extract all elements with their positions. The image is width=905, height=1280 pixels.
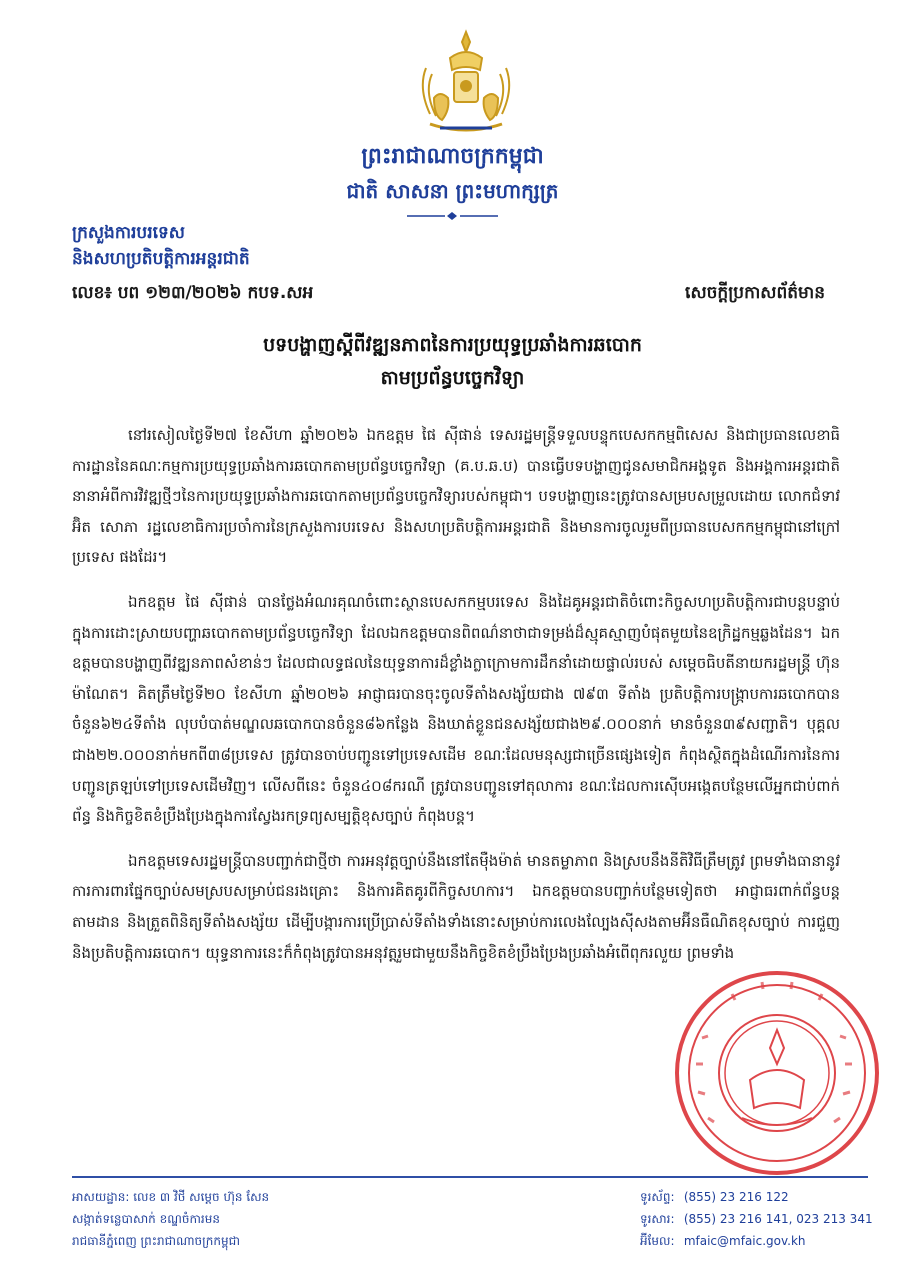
address-label: អាសយដ្ឋាន: bbox=[72, 1190, 130, 1204]
document-title-line2: តាមប្រព័ន្ធបច្ចេកវិទ្យា bbox=[380, 367, 525, 389]
body-paragraph-2: ឯកឧត្តម ផៃ ស៊ីផាន់ បានថ្លែងអំណរគុណចំពោះស្ថានបេសកកម្មបរទេស និងដៃគូអន្តរជាតិចំពោះកិច្ចសហប្រតិបត្តិការជាបន្តបន្ទាប់ ក្នុងការដោះស្រាយបញ្ហាឆបោកតាមប្រព័ន្ធបច្ចេកវិទ្យា ដែលឯកឧត្តមបានពិពណ៌នាថាជាទម្រង់ដ៏ស្មុគស្មាញបំផុតមួយនៃឧក្រិដ្ឋកម្មឆ្លងដែន។ ឯកឧត្តមបានបង្ហាញពីវឌ្ឍនភាពសំខាន់ៗ ដែលជាលទ្ធផលនៃយុទ្ធនាការដ៏ខ្លាំងក្លាក្រោមការដឹកនាំដោយផ្ទាល់របស់ សម្តេចធិបតីនាយករដ្ឋមន្ត្រី ហ៊ុន ម៉ាណែត។ គិតត្រឹមថ្ងៃទី២០ ខែសីហា ឆ្នាំ២០២៦ អាជ្ញាធរបានចុះចូលទីតាំងសង្ស័យជាង ៧៩៣ ទីតាំង ប្រតិបត្តិការបង្ក្រាបការឆបោកបានចំនួន៦២៤ទីតាំង លុបបំបាត់មណ្ឌលឆបោកបានចំនួន៨៦កន្លែង និងឃាត់ខ្លួនជនសង្ស័យជាង២៩.០០០នាក់ មានចំនួន៣៩សញ្ជាតិ។ បុគ្គលជាង២២.០០០នាក់មកពី៣៨ប្រទេស ត្រូវបានចាប់បញ្ជូនទៅប្រទេសដើម ខណៈដែលមនុស្សជាច្រើនផ្សេងទៀត កំពុងស្ថិតក្នុងដំណើរការនៃការបញ្ជូនត្រឡប់ទៅប្រទេសដើមវិញ។ លើសពីនេះ ចំនួន៤០៨ករណី ត្រូវបានបញ្ជូនទៅតុលាការ ខណៈដែលការស៊ើបអង្កេតបន្ថែមលើអ្នកជាប់ពាក់ព័ន្ធ និងកិច្ចខិតខំប្រឹងប្រែងក្នុងការស្វែងរកទ្រព្យសម្បត្តិខុសច្បាប់ កំពុងបន្ត។ bbox=[72, 592, 840, 826]
ministry-name-line2: និងសហប្រតិបត្តិការអន្តរជាតិ bbox=[72, 249, 250, 269]
body-content bbox=[72, 420, 840, 982]
reference-number: លេខ៖ បព ១២៣/២០២៦ កបទ.សអ bbox=[72, 283, 314, 303]
official-seal-icon bbox=[672, 968, 882, 1178]
email-address: mfaic@mfaic.gov.kh bbox=[683, 1234, 806, 1248]
address-line-3: រាជធានីភ្នំពេញ ព្រះរាជាណាចក្រកម្ពុជា bbox=[72, 1234, 240, 1248]
ministry-name-line1: ក្រសួងការបរទេស bbox=[72, 223, 185, 243]
email-label: អ៊ីមែល: bbox=[640, 1234, 675, 1248]
fax-label: ទូរសារ: bbox=[640, 1212, 675, 1226]
document-type: សេចក្តីប្រកាសព័ត៌មាន bbox=[685, 283, 825, 303]
fax-number: (855) 23 216 141, 023 213 341 bbox=[683, 1212, 873, 1226]
footer-divider bbox=[72, 1176, 868, 1178]
footer-contacts bbox=[640, 1186, 873, 1252]
body-paragraph-3: ឯកឧត្តមទេសរដ្ឋមន្ត្រីបានបញ្ជាក់ជាថ្មីថា ការអនុវត្តច្បាប់នឹងនៅតែម៉ឺងម៉ាត់ មានតម្លាភាព និងស្របនឹងនីតិវិធីត្រឹមត្រូវ ព្រមទាំងធានានូវការការពារផ្នែកច្បាប់សមស្របសម្រាប់ជនរងគ្រោះ និងការគិតគូរពីកិច្ចសហការ។ ឯកឧត្តមបានបញ្ជាក់បន្ថែមទៀតថា អាជ្ញាធរពាក់ព័ន្ធបន្តតាមដាន និងត្រួតពិនិត្យទីតាំងសង្ស័យ ដើម្បីបង្ការការប្រើប្រាស់ទីតាំងទាំងនោះសម្រាប់ការលេងល្បែងស៊ីសងតាមអ៊ីនធឺណិតខុសច្បាប់ ការជួញ និងប្រតិបត្តិការឆបោក។ យុទ្ធនាការនេះក៏កំពុងត្រូវបានអនុវត្តរួមជាមួយនឹងកិច្ចខិតខំប្រឹងប្រែងប្រឆាំងអំពើពុករលួយ ព្រមទាំង bbox=[72, 851, 840, 962]
royal-coat-of-arms-icon bbox=[410, 28, 522, 140]
footer-address bbox=[72, 1186, 269, 1252]
national-motto: ជាតិ សាសនា ព្រះមហាក្សត្រ bbox=[346, 179, 559, 203]
phone-label: ទូរស័ព្ទ: bbox=[640, 1190, 675, 1204]
ornament-divider-icon bbox=[405, 212, 500, 220]
kingdom-title: ព្រះរាជាណាចក្រកម្ពុជា bbox=[361, 143, 544, 169]
document-title-line1: បទបង្ហាញស្តីពីវឌ្ឍនភាពនៃការប្រយុទ្ធប្រឆាំងការឆបោក bbox=[263, 334, 642, 356]
address-line-2: សង្កាត់ទន្លេបាសាក់ ខណ្ឌចំការមន bbox=[72, 1212, 220, 1226]
body-paragraph-1: នៅរសៀលថ្ងៃទី២៧ ខែសីហា ឆ្នាំ២០២៦ ឯកឧត្តម ផៃ ស៊ីផាន់ ទេសរដ្ឋមន្ត្រីទទួលបន្ទុកបេសកកម្មពិសេស និងជាប្រធានលេខាធិការដ្ឋាននៃគណៈកម្មការប្រយុទ្ធប្រឆាំងការឆបោកតាមប្រព័ន្ធបច្ចេកវិទ្យា (គ.ប.ឆ.ប) បានធ្វើបទបង្ហាញជូនសមាជិកអង្គទូត និងអង្គការអន្តរជាតិនានាអំពីការវិវឌ្ឍថ្មីៗនៃការប្រយុទ្ធប្រឆាំងការឆបោកតាមប្រព័ន្ធបច្ចេកវិទ្យារបស់កម្ពុជា។ បទបង្ហាញនេះត្រូវបានសម្របសម្រួលដោយ លោកជំទាវ អ៊ិត សោភា រដ្ឋលេខាធិការប្រចាំការនៃក្រសួងការបរទេស និងសហប្រតិបត្តិការអន្តរជាតិ និងមានការចូលរួមពីប្រធានបេសកកម្មកម្ពុជានៅក្រៅប្រទេស ផងដែរ។ bbox=[72, 426, 840, 567]
address-line-1: លេខ ៣ វិថី សម្តេច ហ៊ុន សែន bbox=[133, 1190, 270, 1204]
phone-number: (855) 23 216 122 bbox=[683, 1190, 789, 1204]
